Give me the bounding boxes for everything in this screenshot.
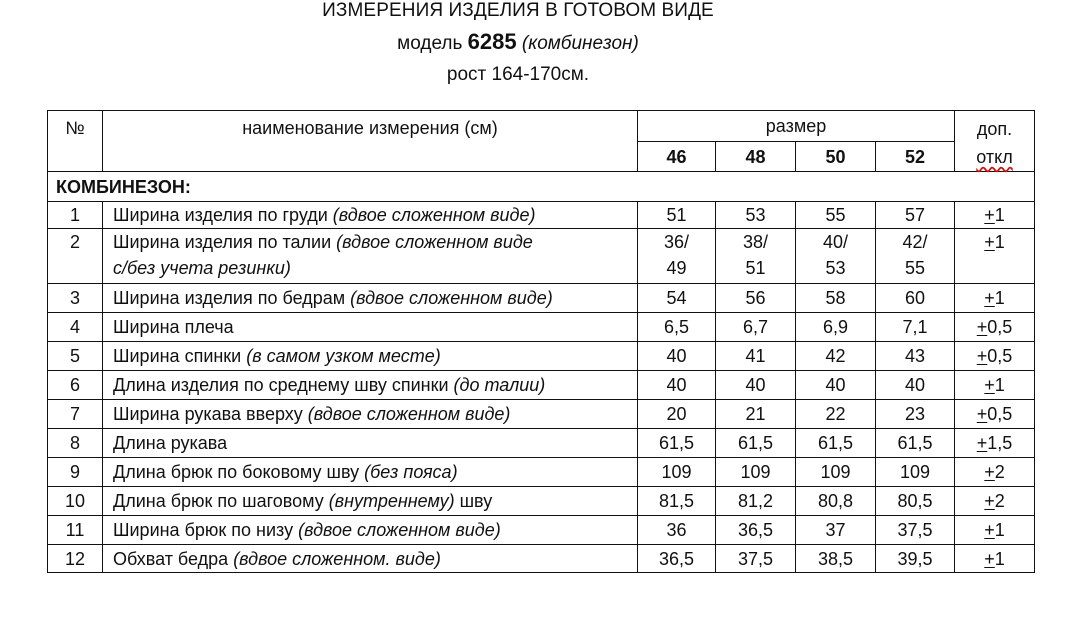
tolerance-number: 1 bbox=[994, 520, 1005, 540]
tolerance-label-2: откл bbox=[976, 147, 1013, 167]
size-value-bottom: 51 bbox=[745, 258, 766, 278]
size-48: 48 bbox=[716, 142, 796, 172]
row-number: 8 bbox=[48, 429, 103, 458]
row-number: 4 bbox=[48, 313, 103, 342]
measurement-name bbox=[103, 342, 638, 371]
measurements-table bbox=[47, 110, 1035, 573]
tolerance-label-1: доп. bbox=[976, 119, 1013, 139]
tolerance-number: 0,5 bbox=[987, 317, 1013, 337]
size-value-46: 36 bbox=[638, 516, 716, 545]
measurement-name bbox=[103, 284, 638, 313]
header-row bbox=[48, 111, 1035, 142]
model-number: 6285 bbox=[467, 29, 517, 54]
size-value-50: 6,9 bbox=[796, 313, 876, 342]
size-value-52: 60 bbox=[876, 284, 955, 313]
tolerance-number: 1 bbox=[994, 232, 1005, 252]
measurement-note: (в самом узком месте) bbox=[246, 346, 441, 366]
measurement-label: Длина изделия по среднему шву спинки bbox=[113, 375, 454, 395]
measurement-name bbox=[103, 545, 638, 573]
size-value-48: 53 bbox=[716, 202, 796, 229]
measurement-label: Обхват бедра bbox=[113, 548, 234, 569]
measurement-label: Ширина рукава вверху bbox=[113, 404, 308, 424]
measurement-label: Ширина изделия по груди bbox=[113, 205, 333, 225]
tolerance-value bbox=[955, 516, 1035, 545]
tolerance-value bbox=[955, 342, 1035, 371]
size-46: 46 bbox=[638, 142, 716, 172]
measurement-label: Ширина изделия по бедрам bbox=[113, 288, 351, 308]
size-value-52: 40 bbox=[876, 371, 955, 400]
tolerance-number: 1 bbox=[994, 375, 1005, 395]
size-value-50: 61,5 bbox=[796, 429, 876, 458]
measurement-label: Ширина изделия по талии bbox=[113, 232, 337, 252]
plus-minus-sign: + bbox=[984, 548, 995, 569]
size-value-50: 38,5 bbox=[796, 545, 876, 573]
model-description: (комбинезон) bbox=[521, 33, 639, 54]
size-value-46: 6,5 bbox=[638, 313, 716, 342]
model-line bbox=[0, 31, 1036, 55]
size-value-48: 81,2 bbox=[716, 487, 796, 516]
size-value-52: 61,5 bbox=[876, 429, 955, 458]
measurement-note: (до талии) bbox=[453, 375, 546, 395]
tolerance-value bbox=[955, 429, 1035, 458]
size-value-48: 37,5 bbox=[716, 545, 796, 573]
tolerance-value bbox=[955, 400, 1035, 429]
measurement-name bbox=[103, 487, 638, 516]
measurement-name bbox=[103, 229, 638, 284]
size-value-52: 7,1 bbox=[876, 313, 955, 342]
plus-minus-sign: + bbox=[984, 232, 995, 252]
tolerance-number: 1 bbox=[994, 548, 1005, 569]
table-row bbox=[48, 516, 1035, 545]
measurement-name bbox=[103, 429, 638, 458]
size-value-48: 21 bbox=[716, 400, 796, 429]
size-value-46: 109 bbox=[638, 458, 716, 487]
measurement-note: (без пояса) bbox=[364, 462, 458, 482]
size-value-top: 42/ bbox=[902, 232, 928, 252]
table-row bbox=[48, 371, 1035, 400]
size-value-52: 37,5 bbox=[876, 516, 955, 545]
tolerance-number: 1 bbox=[994, 288, 1005, 308]
size-value-50: 58 bbox=[796, 284, 876, 313]
tolerance-value bbox=[955, 202, 1035, 229]
size-value-46: 40 bbox=[638, 342, 716, 371]
row-number: 11 bbox=[48, 516, 103, 545]
plus-minus-sign: + bbox=[984, 462, 995, 482]
measurement-label: Длина брюк по боковому шву bbox=[113, 462, 365, 482]
size-value-50: 109 bbox=[796, 458, 876, 487]
table-row bbox=[48, 229, 1035, 284]
table-row bbox=[48, 342, 1035, 371]
measurement-note: (вдвое сложенном. виде) bbox=[233, 548, 441, 569]
size-value-48: 109 bbox=[716, 458, 796, 487]
header-num: № bbox=[48, 111, 103, 172]
size-value-48: 61,5 bbox=[716, 429, 796, 458]
row-number: 2 bbox=[48, 229, 103, 284]
tolerance-value bbox=[955, 487, 1035, 516]
section-row bbox=[48, 172, 1035, 202]
size-value-top: 36/ bbox=[663, 232, 690, 252]
header-name: наименование измерения (см) bbox=[103, 111, 638, 172]
row-number: 1 bbox=[48, 202, 103, 229]
header-size: размер bbox=[638, 111, 955, 142]
tolerance-number: 1 bbox=[994, 205, 1005, 225]
size-value-48: 56 bbox=[716, 284, 796, 313]
measurement-label: Ширина плеча bbox=[113, 317, 234, 337]
table-row bbox=[48, 313, 1035, 342]
size-value-52: 23 bbox=[876, 400, 955, 429]
size-value-46: 20 bbox=[638, 400, 716, 429]
size-50: 50 bbox=[796, 142, 876, 172]
row-number: 9 bbox=[48, 458, 103, 487]
size-value-52: 80,5 bbox=[876, 487, 955, 516]
plus-minus-sign: + bbox=[984, 205, 995, 225]
size-value-48: 36,5 bbox=[716, 516, 796, 545]
measurement-name bbox=[103, 516, 638, 545]
row-number: 3 bbox=[48, 284, 103, 313]
measurement-note: (вдвое сложенном виде bbox=[336, 232, 533, 252]
measurement-label: Длина брюк по шаговому bbox=[113, 491, 329, 511]
size-value-50: 80,8 bbox=[796, 487, 876, 516]
size-value-bottom: 55 bbox=[905, 258, 926, 278]
measurement-name bbox=[103, 371, 638, 400]
tolerance-value bbox=[955, 284, 1035, 313]
row-number: 6 bbox=[48, 371, 103, 400]
tolerance-number: 1,5 bbox=[987, 433, 1013, 453]
measurement-label-suffix: шву bbox=[454, 491, 493, 511]
plus-minus-sign: + bbox=[976, 346, 988, 366]
header-tolerance bbox=[955, 111, 1035, 172]
size-value-46: 36,5 bbox=[638, 545, 716, 573]
measurement-name bbox=[103, 313, 638, 342]
tolerance-value bbox=[955, 313, 1035, 342]
size-value-46: 81,5 bbox=[638, 487, 716, 516]
size-value-50: 42 bbox=[796, 342, 876, 371]
table-row bbox=[48, 284, 1035, 313]
size-52: 52 bbox=[876, 142, 955, 172]
size-value-bottom: 53 bbox=[825, 258, 846, 278]
measurement-name bbox=[103, 400, 638, 429]
row-number: 12 bbox=[48, 545, 103, 573]
table-row bbox=[48, 545, 1035, 573]
size-value-50: 37 bbox=[796, 516, 876, 545]
size-value-52: 57 bbox=[876, 202, 955, 229]
size-value-48: 6,7 bbox=[716, 313, 796, 342]
size-value-50 bbox=[796, 229, 876, 284]
document-title: ИЗМЕРЕНИЯ ИЗДЕЛИЯ В ГОТОВОМ ВИДЕ bbox=[322, 0, 714, 21]
size-value-top: 40/ bbox=[822, 232, 849, 252]
measurement-label: Длина рукава bbox=[113, 433, 228, 453]
size-value-50: 40 bbox=[796, 371, 876, 400]
plus-minus-sign: + bbox=[976, 404, 988, 424]
tolerance-value bbox=[955, 371, 1035, 400]
size-value-52: 39,5 bbox=[876, 545, 955, 573]
tolerance-value bbox=[955, 458, 1035, 487]
measurement-note-continued: с/без учета резинки) bbox=[113, 258, 291, 278]
size-value-bottom: 49 bbox=[666, 258, 687, 278]
measurement-note: (вдвое сложенном виде) bbox=[350, 288, 553, 308]
size-value-46: 61,5 bbox=[638, 429, 716, 458]
size-value-46: 54 bbox=[638, 284, 716, 313]
size-value-top: 38/ bbox=[742, 232, 769, 252]
size-value-52: 109 bbox=[876, 458, 955, 487]
plus-minus-sign: + bbox=[984, 375, 995, 395]
size-value-48 bbox=[716, 229, 796, 284]
measurement-name bbox=[103, 458, 638, 487]
measurement-note: (вдвое сложенном виде) bbox=[298, 520, 501, 540]
plus-minus-sign: + bbox=[984, 520, 995, 540]
tolerance-number: 2 bbox=[994, 462, 1005, 482]
row-number: 7 bbox=[48, 400, 103, 429]
size-value-46: 51 bbox=[638, 202, 716, 229]
row-number: 10 bbox=[48, 487, 103, 516]
size-value-48: 40 bbox=[716, 371, 796, 400]
section-label: КОМБИНЕЗОН: bbox=[48, 172, 1035, 202]
size-value-48: 41 bbox=[716, 342, 796, 371]
measurement-note: (вдвое сложенном виде) bbox=[307, 404, 511, 424]
measurement-label: Ширина брюк по низу bbox=[113, 520, 299, 540]
size-value-50: 22 bbox=[796, 400, 876, 429]
tolerance-value bbox=[955, 229, 1035, 284]
measurement-label: Ширина спинки bbox=[113, 346, 247, 366]
table-row bbox=[48, 400, 1035, 429]
size-value-50: 55 bbox=[796, 202, 876, 229]
tolerance-number: 0,5 bbox=[987, 346, 1013, 366]
plus-minus-sign: + bbox=[984, 491, 995, 511]
size-value-52: 43 bbox=[876, 342, 955, 371]
plus-minus-sign: + bbox=[976, 433, 988, 453]
table-row bbox=[48, 458, 1035, 487]
row-number: 5 bbox=[48, 342, 103, 371]
tolerance-value bbox=[955, 545, 1035, 573]
measurement-name bbox=[103, 202, 638, 229]
model-prefix: модель bbox=[397, 33, 463, 54]
table-row bbox=[48, 202, 1035, 229]
tolerance-number: 2 bbox=[994, 491, 1005, 511]
size-value-46: 40 bbox=[638, 371, 716, 400]
table-row bbox=[48, 487, 1035, 516]
size-value-46 bbox=[638, 229, 716, 284]
height-line: рост 164-170см. bbox=[446, 64, 590, 85]
tolerance-number: 0,5 bbox=[987, 404, 1013, 424]
size-value-52 bbox=[876, 229, 955, 284]
plus-minus-sign: + bbox=[976, 317, 988, 337]
measurement-note: (вдвое сложенном виде) bbox=[332, 205, 536, 225]
plus-minus-sign: + bbox=[984, 288, 995, 308]
table-row bbox=[48, 429, 1035, 458]
measurement-note: (внутреннему) bbox=[328, 491, 455, 511]
